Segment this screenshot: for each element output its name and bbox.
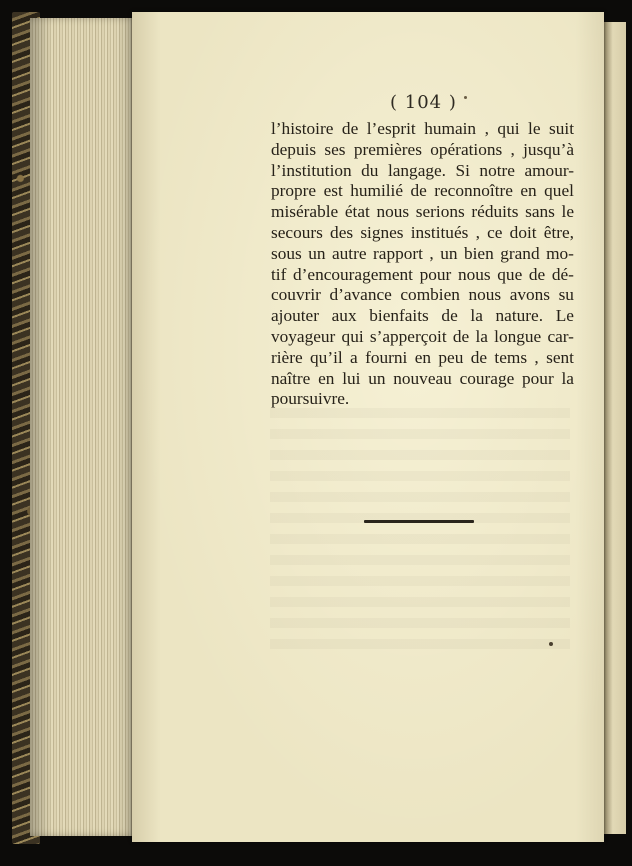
word: de — [441, 306, 458, 326]
word: suit — [549, 119, 574, 138]
word: jusqu’à — [523, 139, 574, 159]
word: opérations — [430, 139, 503, 159]
word: combien — [400, 285, 460, 305]
word: qui — [341, 326, 364, 346]
word: en — [520, 181, 537, 201]
word: reconnoître — [434, 181, 513, 201]
word: peu — [438, 347, 464, 367]
word: sans — [525, 202, 555, 222]
word: nous — [468, 285, 502, 305]
word: poursuivre. — [271, 389, 350, 409]
word: des — [330, 222, 354, 242]
word: pour — [522, 368, 554, 388]
word: , — [484, 119, 489, 138]
word: rapport — [373, 243, 423, 263]
word: réduits — [471, 202, 519, 222]
word: de — [341, 119, 359, 138]
word: longue — [494, 326, 542, 346]
word: tems — [494, 347, 528, 367]
ink-speck — [464, 96, 467, 99]
word: ajouter — [271, 306, 319, 326]
word: fourni — [365, 347, 408, 367]
text-line — [271, 285, 574, 306]
word: Si — [455, 160, 470, 180]
word: couvrir — [271, 285, 321, 305]
word: , — [475, 222, 480, 242]
text-line — [271, 265, 574, 286]
word: nature. — [495, 306, 544, 326]
word: Le — [555, 306, 574, 326]
ink-speck — [549, 642, 553, 646]
word: bien — [463, 243, 494, 263]
word: sous — [271, 243, 302, 263]
word: tif — [271, 264, 287, 284]
word: courage — [459, 368, 515, 388]
text-line — [271, 369, 574, 390]
word: serions — [415, 202, 465, 222]
word: est — [323, 181, 343, 201]
word: l’histoire — [271, 119, 334, 138]
word: langage. — [387, 160, 446, 180]
word: en — [318, 368, 335, 388]
body-text — [271, 119, 574, 410]
word: d’avance — [329, 285, 392, 305]
word: nous — [457, 264, 491, 284]
word: pour — [419, 264, 452, 284]
facing-cover-edge — [604, 22, 626, 834]
word: depuis — [271, 139, 317, 159]
text-line — [271, 140, 574, 161]
word: mo- — [546, 243, 574, 263]
word: voyageur — [271, 326, 336, 346]
word: d’encouragement — [293, 264, 413, 284]
word: du — [361, 160, 379, 180]
word: , — [510, 139, 515, 159]
word: bienfaits — [369, 306, 429, 326]
word: dé- — [551, 264, 574, 284]
word: a — [350, 347, 358, 367]
word: signes — [360, 222, 404, 242]
word: institués — [410, 222, 469, 242]
word: naître — [271, 368, 311, 388]
word: la — [470, 306, 483, 326]
word: , — [534, 347, 539, 367]
word: propre — [271, 181, 317, 201]
word: de — [528, 264, 546, 284]
word: , — [429, 243, 434, 263]
text-line — [271, 202, 574, 223]
word: misérable — [271, 202, 339, 222]
word: l’institution — [271, 160, 352, 180]
text-line — [271, 306, 574, 327]
word: doit — [509, 222, 537, 242]
word: être, — [543, 222, 574, 242]
word: su — [558, 285, 574, 305]
word: que — [497, 264, 523, 284]
text-line — [271, 244, 574, 265]
word: un — [308, 243, 326, 263]
word: le — [561, 202, 574, 222]
word: état — [344, 202, 370, 222]
word: l’esprit — [366, 119, 416, 138]
word: notre — [479, 160, 515, 180]
word: de — [470, 347, 488, 367]
text-line — [271, 181, 574, 202]
text-line — [271, 389, 574, 410]
word: ses — [324, 139, 346, 159]
show-through — [270, 408, 570, 658]
end-rule — [364, 520, 474, 523]
word: le — [528, 119, 541, 138]
word: rière — [271, 347, 303, 367]
word: quel — [544, 181, 574, 201]
word: humilié — [350, 181, 404, 201]
word: nouveau — [393, 368, 452, 388]
word: avons — [509, 285, 551, 305]
word: qu’il — [310, 347, 343, 367]
word: la — [561, 368, 574, 388]
word: grand — [500, 243, 540, 263]
text-line — [271, 161, 574, 182]
word: nous — [376, 202, 410, 222]
word: la — [475, 326, 488, 346]
word: humain — [424, 119, 477, 138]
word: de — [410, 181, 427, 201]
page-block-edge — [30, 18, 138, 836]
word: autre — [331, 243, 367, 263]
word: car- — [547, 326, 574, 346]
word: secours — [271, 222, 323, 242]
text-line — [271, 327, 574, 348]
text-line — [271, 223, 574, 244]
word: un — [368, 368, 386, 388]
text-line — [271, 119, 574, 140]
word: en — [414, 347, 432, 367]
word: s’apperçoit — [369, 326, 447, 346]
word: aux — [331, 306, 357, 326]
word: amour- — [524, 160, 574, 180]
page-number: ( 104 ) — [390, 92, 457, 113]
word: lui — [342, 368, 361, 388]
word: sent — [546, 347, 574, 367]
word: premières — [353, 139, 422, 159]
word: un — [440, 243, 458, 263]
word: ce — [487, 222, 503, 242]
word: de — [452, 326, 470, 346]
text-line — [271, 348, 574, 369]
word: qui — [497, 119, 520, 138]
